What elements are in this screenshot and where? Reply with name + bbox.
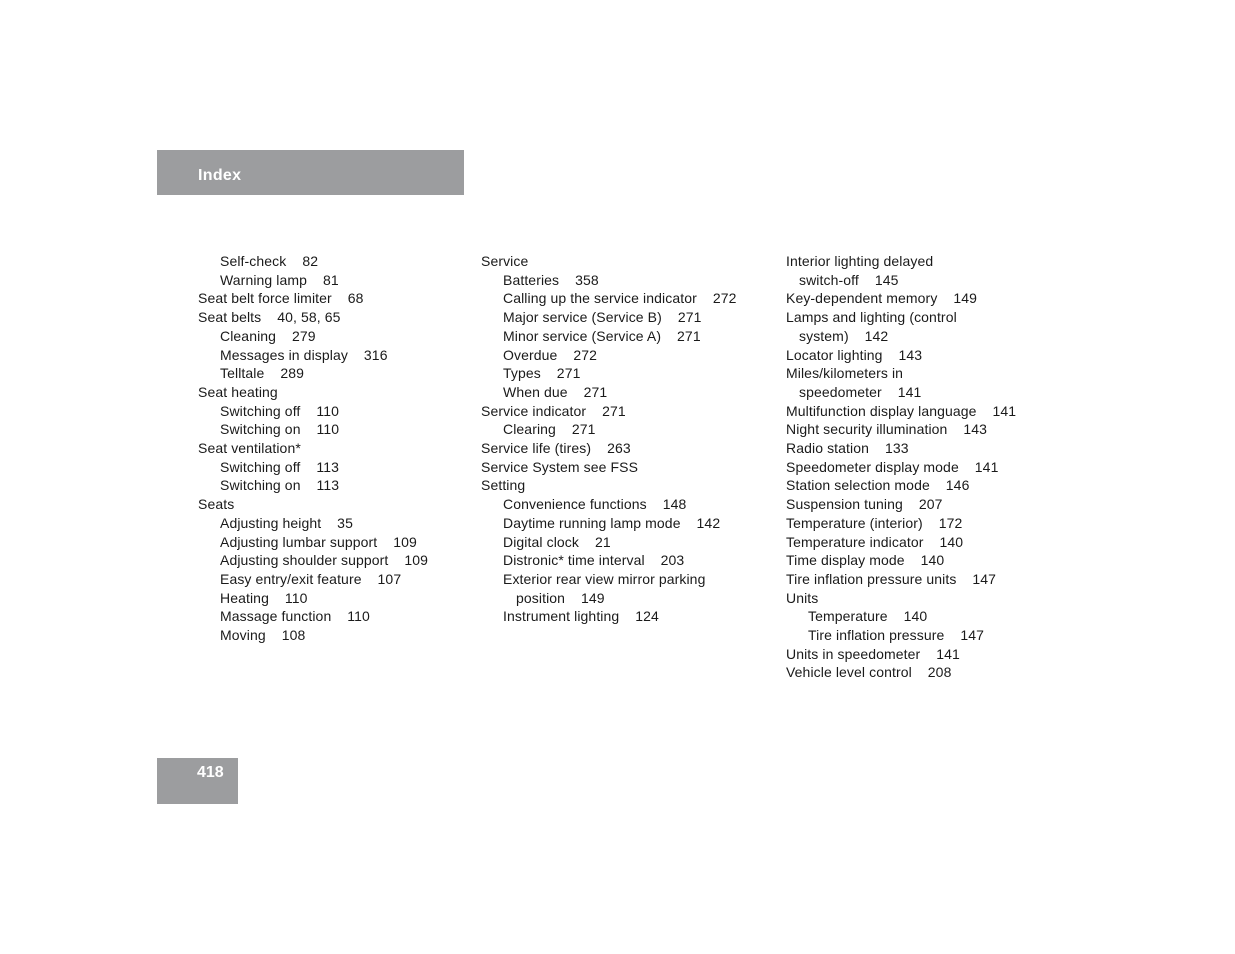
index-entry: Lamps and lighting (control — [786, 309, 957, 326]
index-entry: Service indicator 271 — [481, 402, 626, 419]
index-subentry: Convenience functions 148 — [503, 496, 687, 513]
index-entry: Radio station 133 — [786, 440, 909, 457]
index-subentry: Warning lamp 81 — [220, 271, 339, 288]
index-subentry: Types 271 — [503, 365, 581, 382]
index-entry: Time display mode 140 — [786, 552, 945, 569]
index-entry: Miles/kilometers in — [786, 365, 904, 382]
index-entry: Units — [786, 589, 819, 606]
index-column-3 — [786, 252, 1046, 682]
index-subentry: Heating 110 — [220, 589, 308, 606]
index-subentry: Major service (Service B) 271 — [503, 309, 702, 326]
index-subentry: Overdue 272 — [503, 346, 598, 363]
section-header — [157, 150, 464, 195]
index-entry: Vehicle level control 208 — [786, 664, 952, 681]
index-subentry: Adjusting height 35 — [220, 514, 353, 531]
index-subentry: Massage function 110 — [220, 608, 370, 625]
index-subentry: When due 271 — [503, 383, 608, 400]
index-entry: Temperature (interior) 172 — [786, 514, 963, 531]
index-subentry: Digital clock 21 — [503, 533, 611, 550]
index-subentry: Daytime running lamp mode 142 — [503, 514, 721, 531]
index-subentry: switch-off 145 — [799, 271, 899, 288]
index-subentry: Self-check 82 — [220, 253, 319, 269]
index-entry: Interior lighting delayed — [786, 253, 934, 269]
index-subentry: Tire inflation pressure 147 — [808, 627, 985, 644]
index-column-2 — [481, 252, 771, 626]
index-subentry: Batteries 358 — [503, 271, 599, 288]
section-title: Index — [198, 167, 242, 184]
index-subentry: Instrument lighting 124 — [503, 608, 659, 625]
page-number-badge — [157, 758, 238, 804]
page-number: 418 — [197, 764, 224, 781]
index-entry: Tire inflation pressure units 147 — [786, 570, 997, 587]
index-entry: Speedometer display mode 141 — [786, 458, 999, 475]
index-entry: Night security illumination 143 — [786, 421, 988, 438]
index-subentry: Distronic* time interval 203 — [503, 552, 685, 569]
index-subentry: speedometer 141 — [799, 383, 922, 400]
index-subentry: Minor service (Service A) 271 — [503, 327, 701, 344]
index-entry: Seat belt force limiter 68 — [198, 290, 364, 307]
index-entry: Seats — [198, 496, 235, 513]
index-subentry: system) 142 — [799, 327, 889, 344]
index-entry: Locator lighting 143 — [786, 346, 923, 363]
index-subentry: Exterior rear view mirror parking — [503, 570, 706, 587]
index-entry: Setting — [481, 477, 526, 494]
index-subentry: Telltale 289 — [220, 365, 304, 382]
index-entry: Service life (tires) 263 — [481, 440, 631, 457]
index-subentry: Messages in display 316 — [220, 346, 388, 363]
index-subentry: Switching off 113 — [220, 458, 339, 475]
index-subentry: Temperature 140 — [808, 608, 928, 625]
index-subentry: Clearing 271 — [503, 421, 596, 438]
index-entry: Units in speedometer 141 — [786, 645, 960, 662]
index-entry: Seat ventilation* — [198, 440, 301, 457]
index-subentry: Cleaning 279 — [220, 327, 316, 344]
index-subentry: position 149 — [516, 589, 605, 606]
index-column-1 — [198, 252, 468, 645]
index-subentry: Easy entry/exit feature 107 — [220, 570, 402, 587]
index-entry: Seat belts 40, 58, 65 — [198, 309, 341, 326]
index-subentry: Calling up the service indicator 272 — [503, 290, 737, 307]
index-subentry: Switching on 113 — [220, 477, 340, 494]
index-entry: Suspension tuning 207 — [786, 496, 943, 513]
index-subentry: Moving 108 — [220, 627, 306, 644]
index-subentry: Switching on 110 — [220, 421, 340, 438]
index-entry: Service — [481, 253, 529, 269]
index-entry: Multifunction display language 141 — [786, 402, 1017, 419]
index-subentry: Adjusting lumbar support 109 — [220, 533, 417, 550]
index-entry: Seat heating — [198, 383, 278, 400]
index-subentry: Switching off 110 — [220, 402, 339, 419]
index-subentry: Adjusting shoulder support 109 — [220, 552, 428, 569]
index-entry: Station selection mode 146 — [786, 477, 970, 494]
index-entry: Key-dependent memory 149 — [786, 290, 978, 307]
index-entry: Service System see FSS — [481, 458, 639, 475]
index-entry: Temperature indicator 140 — [786, 533, 964, 550]
